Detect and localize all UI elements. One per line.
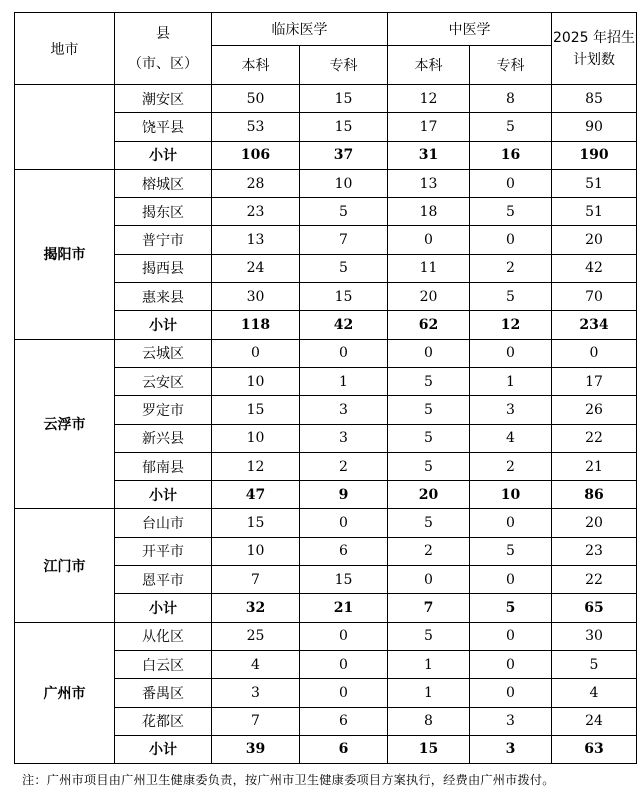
tcm-bachelor-cell: 31 [388, 141, 470, 169]
county-cell: 台山市 [115, 509, 212, 537]
plan-total-cell: 4 [552, 679, 637, 707]
county-cell: 花都区 [115, 707, 212, 735]
subtotal-label: 小计 [115, 141, 212, 169]
enrollment-table-container [14, 12, 636, 764]
tcm-junior-cell: 5 [470, 198, 552, 226]
plan-total-cell: 234 [552, 311, 637, 339]
tcm-junior-cell: 10 [470, 481, 552, 509]
plan-total-cell: 51 [552, 169, 637, 197]
header-tcm [388, 13, 552, 46]
tcm-bachelor-cell: 5 [388, 367, 470, 395]
tcm-bachelor-cell: 0 [388, 339, 470, 367]
tcm-bachelor-cell: 1 [388, 650, 470, 678]
tcm-bachelor-cell: 5 [388, 509, 470, 537]
tcm-junior-cell: 16 [470, 141, 552, 169]
header-tcm-junior: 专科 [470, 46, 552, 85]
plan-total-cell: 42 [552, 254, 637, 282]
county-cell: 饶平县 [115, 113, 212, 141]
plan-total-cell: 85 [552, 85, 637, 113]
clinical-bachelor-cell: 23 [212, 198, 300, 226]
clinical-junior-cell: 6 [300, 707, 388, 735]
clinical-bachelor-cell: 47 [212, 481, 300, 509]
clinical-junior-cell: 0 [300, 509, 388, 537]
clinical-bachelor-cell: 25 [212, 622, 300, 650]
clinical-junior-cell: 3 [300, 424, 388, 452]
tcm-junior-cell: 3 [470, 707, 552, 735]
tcm-junior-cell: 12 [470, 311, 552, 339]
clinical-bachelor-cell: 10 [212, 424, 300, 452]
clinical-junior-cell: 5 [300, 198, 388, 226]
city-cell: 广州市 [15, 622, 115, 763]
tcm-bachelor-cell: 20 [388, 481, 470, 509]
clinical-bachelor-cell: 15 [212, 509, 300, 537]
clinical-bachelor-cell: 53 [212, 113, 300, 141]
tcm-junior-cell: 1 [470, 367, 552, 395]
clinical-bachelor-cell: 13 [212, 226, 300, 254]
clinical-bachelor-cell: 10 [212, 537, 300, 565]
tcm-junior-cell: 3 [470, 396, 552, 424]
clinical-bachelor-cell: 7 [212, 566, 300, 594]
tcm-bachelor-cell: 12 [388, 85, 470, 113]
clinical-junior-cell: 3 [300, 396, 388, 424]
clinical-bachelor-cell: 32 [212, 594, 300, 622]
plan-total-cell: 23 [552, 537, 637, 565]
county-cell: 潮安区 [115, 85, 212, 113]
tcm-junior-cell: 0 [470, 650, 552, 678]
tcm-junior-cell: 0 [470, 226, 552, 254]
county-cell: 云安区 [115, 367, 212, 395]
tcm-bachelor-cell: 13 [388, 169, 470, 197]
plan-total-cell: 26 [552, 396, 637, 424]
subtotal-label: 小计 [115, 735, 212, 763]
tcm-bachelor-cell: 5 [388, 424, 470, 452]
county-cell: 恩平市 [115, 566, 212, 594]
clinical-bachelor-cell: 106 [212, 141, 300, 169]
clinical-bachelor-cell: 3 [212, 679, 300, 707]
tcm-junior-cell: 5 [470, 594, 552, 622]
tcm-junior-cell: 4 [470, 424, 552, 452]
header-tcm-label: 中医学 [448, 22, 491, 38]
plan-total-cell: 190 [552, 141, 637, 169]
tcm-junior-cell: 0 [470, 169, 552, 197]
tcm-bachelor-cell: 0 [388, 226, 470, 254]
county-cell: 郁南县 [115, 452, 212, 480]
clinical-junior-cell: 2 [300, 452, 388, 480]
clinical-bachelor-cell: 28 [212, 169, 300, 197]
header-clinical-label: 临床医学 [271, 22, 328, 38]
tcm-junior-cell: 5 [470, 283, 552, 311]
table-row [15, 169, 637, 197]
tcm-junior-cell: 0 [470, 566, 552, 594]
tcm-bachelor-cell: 17 [388, 113, 470, 141]
header-clinical-bachelor: 本科 [212, 46, 300, 85]
header-county-line2: （市、区） [128, 55, 198, 72]
subtotal-label: 小计 [115, 481, 212, 509]
city-cell: 江门市 [15, 509, 115, 622]
plan-total-cell: 22 [552, 424, 637, 452]
plan-total-cell: 86 [552, 481, 637, 509]
clinical-bachelor-cell: 15 [212, 396, 300, 424]
clinical-junior-cell: 10 [300, 169, 388, 197]
tcm-bachelor-cell: 11 [388, 254, 470, 282]
clinical-junior-cell: 37 [300, 141, 388, 169]
plan-total-cell: 90 [552, 113, 637, 141]
county-cell: 新兴县 [115, 424, 212, 452]
clinical-junior-cell: 9 [300, 481, 388, 509]
clinical-bachelor-cell: 10 [212, 367, 300, 395]
plan-total-cell: 0 [552, 339, 637, 367]
county-cell: 榕城区 [115, 169, 212, 197]
tcm-bachelor-cell: 0 [388, 566, 470, 594]
clinical-bachelor-cell: 4 [212, 650, 300, 678]
header-plan-line2: 计划数 [573, 51, 615, 68]
tcm-bachelor-cell: 8 [388, 707, 470, 735]
plan-total-cell: 22 [552, 566, 637, 594]
county-cell: 罗定市 [115, 396, 212, 424]
table-body [15, 85, 637, 764]
clinical-junior-cell: 0 [300, 339, 388, 367]
header-plan [552, 13, 637, 85]
tcm-bachelor-cell: 2 [388, 537, 470, 565]
county-cell: 云城区 [115, 339, 212, 367]
plan-total-cell: 30 [552, 622, 637, 650]
enrollment-plan-table [14, 12, 637, 764]
county-cell: 揭西县 [115, 254, 212, 282]
city-cell: 云浮市 [15, 339, 115, 509]
clinical-junior-cell: 6 [300, 735, 388, 763]
table-row [15, 85, 637, 113]
plan-total-cell: 5 [552, 650, 637, 678]
table-row [15, 509, 637, 537]
plan-total-cell: 63 [552, 735, 637, 763]
clinical-junior-cell: 6 [300, 537, 388, 565]
clinical-junior-cell: 0 [300, 622, 388, 650]
county-cell: 白云区 [115, 650, 212, 678]
county-cell: 惠来县 [115, 283, 212, 311]
tcm-junior-cell: 0 [470, 339, 552, 367]
clinical-bachelor-cell: 39 [212, 735, 300, 763]
clinical-bachelor-cell: 0 [212, 339, 300, 367]
clinical-junior-cell: 15 [300, 283, 388, 311]
tcm-bachelor-cell: 5 [388, 452, 470, 480]
clinical-bachelor-cell: 7 [212, 707, 300, 735]
clinical-junior-cell: 7 [300, 226, 388, 254]
tcm-junior-cell: 2 [470, 452, 552, 480]
clinical-bachelor-cell: 118 [212, 311, 300, 339]
county-cell: 番禺区 [115, 679, 212, 707]
clinical-junior-cell: 0 [300, 650, 388, 678]
county-cell: 普宁市 [115, 226, 212, 254]
plan-total-cell: 20 [552, 226, 637, 254]
tcm-junior-cell: 0 [470, 622, 552, 650]
clinical-bachelor-cell: 50 [212, 85, 300, 113]
tcm-bachelor-cell: 7 [388, 594, 470, 622]
plan-total-cell: 21 [552, 452, 637, 480]
header-clinical-junior: 专科 [300, 46, 388, 85]
tcm-bachelor-cell: 20 [388, 283, 470, 311]
clinical-bachelor-cell: 24 [212, 254, 300, 282]
tcm-bachelor-cell: 5 [388, 622, 470, 650]
county-cell: 开平市 [115, 537, 212, 565]
tcm-bachelor-cell: 62 [388, 311, 470, 339]
tcm-junior-cell: 2 [470, 254, 552, 282]
plan-total-cell: 51 [552, 198, 637, 226]
clinical-bachelor-cell: 12 [212, 452, 300, 480]
subtotal-label: 小计 [115, 311, 212, 339]
clinical-bachelor-cell: 30 [212, 283, 300, 311]
plan-total-cell: 65 [552, 594, 637, 622]
tcm-junior-cell: 8 [470, 85, 552, 113]
plan-total-cell: 17 [552, 367, 637, 395]
table-row [15, 622, 637, 650]
tcm-junior-cell: 0 [470, 679, 552, 707]
clinical-junior-cell: 15 [300, 113, 388, 141]
clinical-junior-cell: 21 [300, 594, 388, 622]
table-row [15, 339, 637, 367]
clinical-junior-cell: 42 [300, 311, 388, 339]
clinical-junior-cell: 5 [300, 254, 388, 282]
footnote: 注：广州市项目由广州卫生健康委负责，按广州市卫生健康委项目方案执行，经费由广州市拨付。 [22, 773, 555, 787]
header-tcm-bachelor: 本科 [388, 46, 470, 85]
tcm-junior-cell: 3 [470, 735, 552, 763]
plan-total-cell: 20 [552, 509, 637, 537]
header-clinical [212, 13, 388, 46]
header-county-line1: 县 [156, 25, 170, 42]
tcm-bachelor-cell: 18 [388, 198, 470, 226]
table-header [15, 13, 637, 85]
tcm-bachelor-cell: 5 [388, 396, 470, 424]
plan-total-cell: 70 [552, 283, 637, 311]
tcm-junior-cell: 5 [470, 113, 552, 141]
tcm-junior-cell: 0 [470, 509, 552, 537]
clinical-junior-cell: 0 [300, 679, 388, 707]
city-cell: 揭阳市 [15, 169, 115, 339]
county-cell: 揭东区 [115, 198, 212, 226]
tcm-junior-cell: 5 [470, 537, 552, 565]
clinical-junior-cell: 15 [300, 566, 388, 594]
tcm-bachelor-cell: 1 [388, 679, 470, 707]
county-cell: 从化区 [115, 622, 212, 650]
header-city [15, 13, 115, 85]
plan-total-cell: 24 [552, 707, 637, 735]
tcm-bachelor-cell: 15 [388, 735, 470, 763]
header-county [115, 13, 212, 85]
header-plan-line1: 2025 年招生 [552, 29, 636, 46]
clinical-junior-cell: 1 [300, 367, 388, 395]
subtotal-label: 小计 [115, 594, 212, 622]
city-cell [15, 85, 115, 170]
clinical-junior-cell: 15 [300, 85, 388, 113]
header-city-label: 地市 [50, 41, 79, 58]
